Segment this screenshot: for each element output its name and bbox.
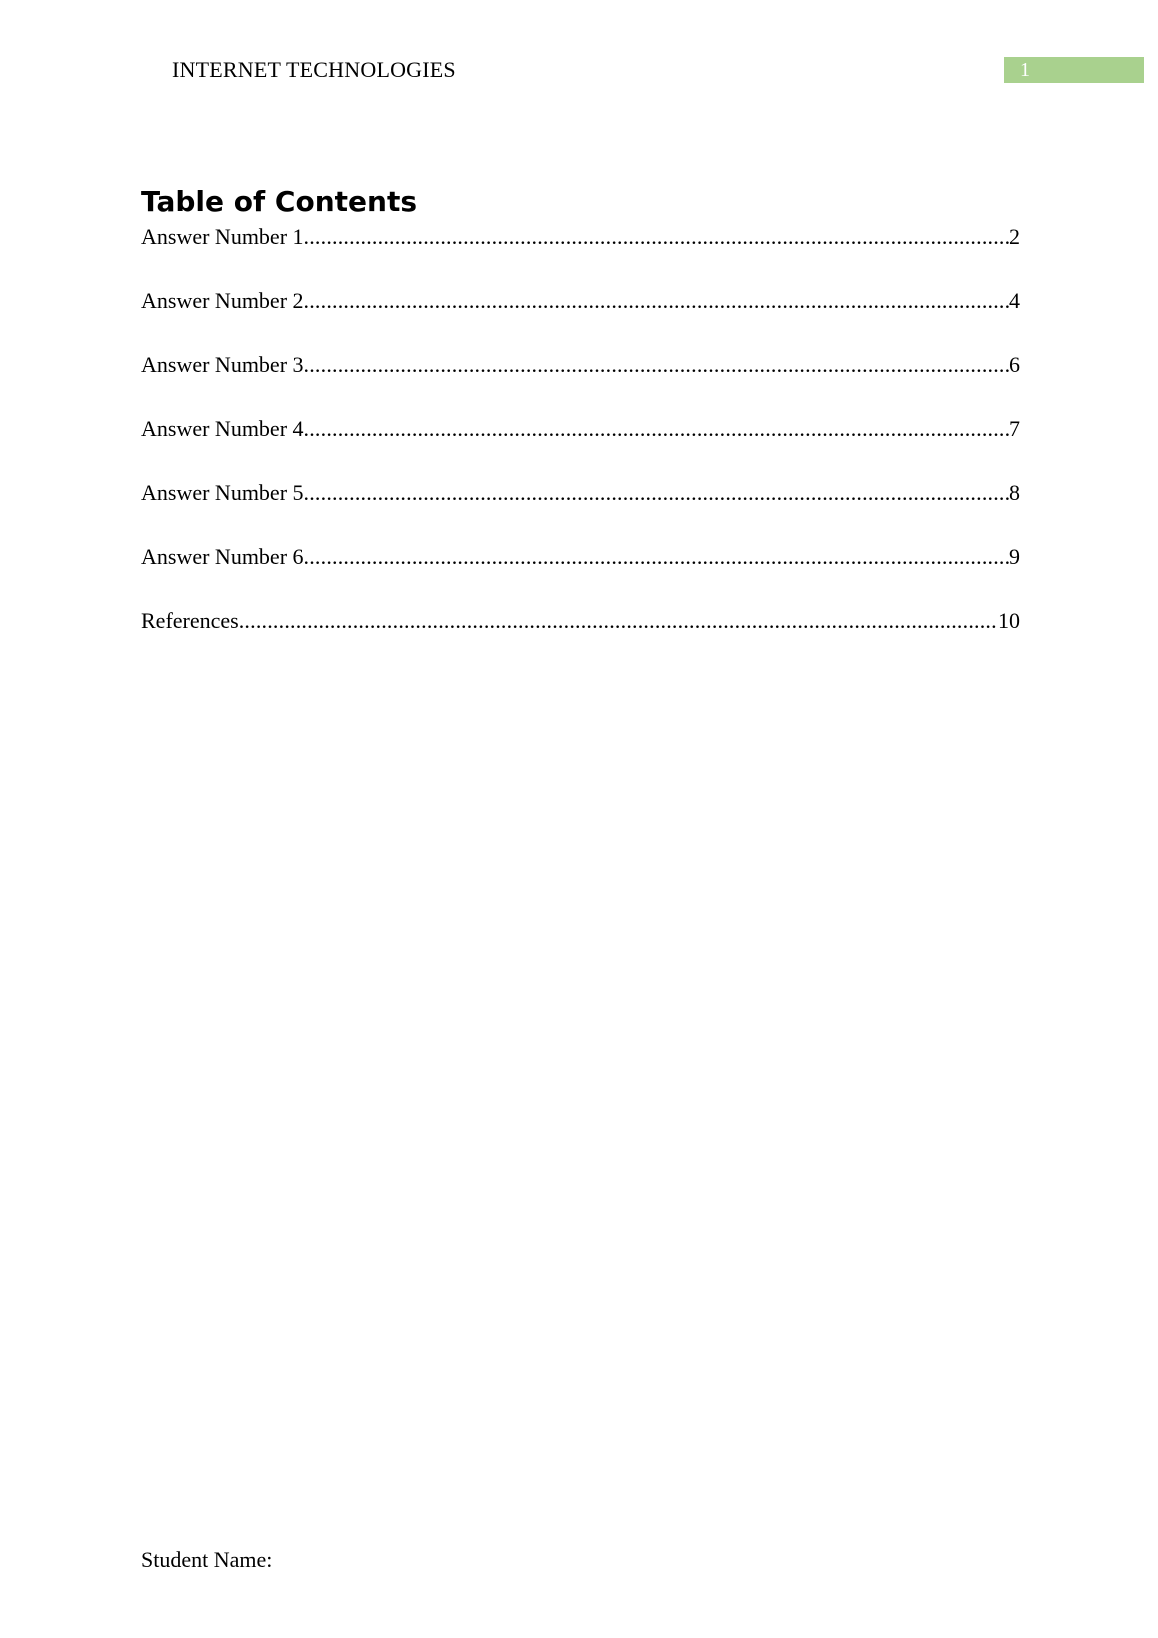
toc-entry-label: Answer Number 4: [141, 416, 304, 441]
toc-heading: Table of Contents: [141, 185, 418, 218]
toc-entry-page: 8: [1009, 480, 1020, 505]
toc-entry-label: References: [141, 608, 239, 633]
page-number: 1: [1020, 59, 1030, 81]
toc-dot-leader: [304, 543, 1009, 571]
toc-entry-answer-4[interactable]: [141, 415, 1020, 443]
toc-entry-answer-1[interactable]: [141, 223, 1020, 251]
toc-entry-answer-5[interactable]: [141, 479, 1020, 507]
toc-dot-leader: [304, 351, 1009, 379]
toc-entry-page: 4: [1009, 288, 1020, 313]
toc-entry-label: Answer Number 2: [141, 288, 304, 313]
toc-dot-leader: [239, 607, 998, 635]
page-number-badge: [1004, 57, 1144, 83]
toc-entry-label: Answer Number 3: [141, 352, 304, 377]
toc-entry-page: 2: [1009, 224, 1020, 249]
toc-entry-page: 9: [1009, 544, 1020, 569]
toc-entry-page: 7: [1009, 416, 1020, 441]
toc-dot-leader: [304, 479, 1009, 507]
toc-entry-label: Answer Number 5: [141, 480, 304, 505]
student-name-label: Student Name:: [141, 1547, 273, 1572]
toc-entry-answer-6[interactable]: [141, 543, 1020, 571]
toc-entry-label: Answer Number 1: [141, 224, 304, 249]
header-title: INTERNET TECHNOLOGIES: [172, 57, 456, 82]
toc-list: [141, 223, 1020, 635]
toc-entry-answer-3[interactable]: [141, 351, 1020, 379]
toc-entry-page: 6: [1009, 352, 1020, 377]
toc-dot-leader: [304, 415, 1009, 443]
toc-entry-answer-2[interactable]: [141, 287, 1020, 315]
toc-entry-page: 10: [998, 608, 1020, 633]
toc-dot-leader: [304, 223, 1009, 251]
toc-entry-label: Answer Number 6: [141, 544, 304, 569]
toc-entry-references[interactable]: [141, 607, 1020, 635]
toc-dot-leader: [304, 287, 1009, 315]
